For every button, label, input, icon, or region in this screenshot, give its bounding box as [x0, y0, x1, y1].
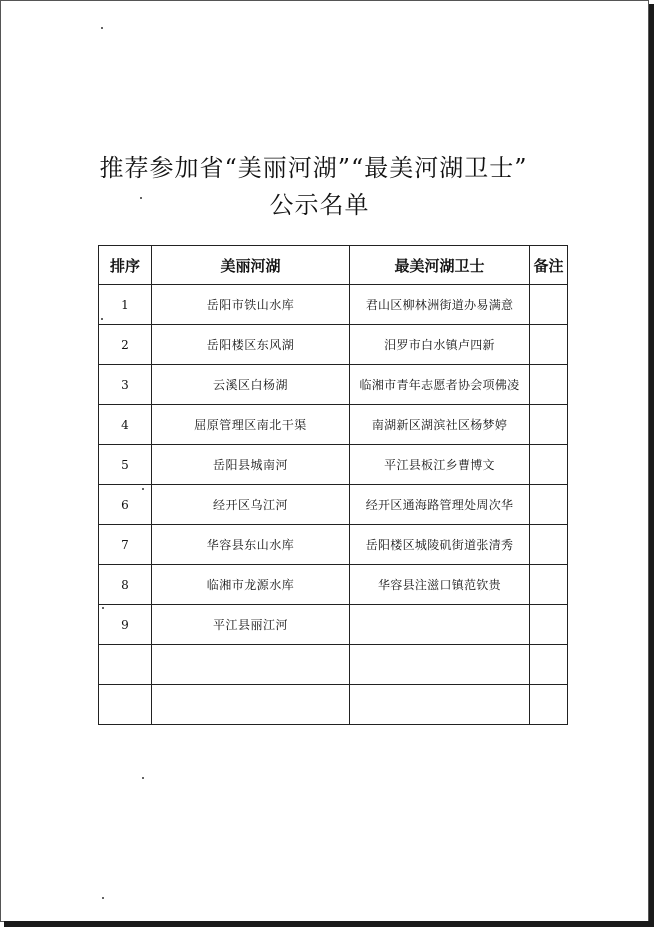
table-row: [99, 325, 568, 365]
table-row: [99, 685, 568, 725]
guardian-name: 经开区通海路管理处周次华: [350, 485, 530, 525]
guardian-name: 南湖新区湖滨社区杨梦婷: [350, 405, 530, 445]
note-cell: [530, 365, 568, 405]
lake-name: 平江县丽江河: [152, 605, 350, 645]
note-cell: [530, 685, 568, 725]
note-cell: [530, 565, 568, 605]
note-cell: [530, 485, 568, 525]
page-shadow-right: [649, 4, 654, 926]
guardian-name: [350, 685, 530, 725]
lake-name: [152, 645, 350, 685]
table-row: [99, 605, 568, 645]
guardian-name: [350, 645, 530, 685]
table-row: [99, 525, 568, 565]
row-number: 5: [99, 445, 152, 485]
scan-speck: [102, 897, 104, 899]
header-river-guardian: 最美河湖卫士: [350, 246, 530, 285]
header-notes: 备注: [530, 246, 568, 285]
row-number: 4: [99, 405, 152, 445]
lake-name: 岳阳楼区东风湖: [152, 325, 350, 365]
recommendation-table: [98, 245, 568, 725]
note-cell: [530, 605, 568, 645]
scan-speck: [101, 27, 103, 29]
row-number: 1: [99, 285, 152, 325]
lake-name: [152, 685, 350, 725]
row-number: 3: [99, 365, 152, 405]
note-cell: [530, 325, 568, 365]
guardian-name: 临湘市青年志愿者协会项佛凌: [350, 365, 530, 405]
header-beautiful-lake: 美丽河湖: [152, 246, 350, 285]
row-number: [99, 645, 152, 685]
row-number: 6: [99, 485, 152, 525]
table-row: [99, 445, 568, 485]
lake-name: 岳阳市铁山水库: [152, 285, 350, 325]
guardian-name: 岳阳楼区城陵矶街道张清秀: [350, 525, 530, 565]
table-row: [99, 645, 568, 685]
row-number: [99, 685, 152, 725]
document-subtitle: 公示名单: [269, 191, 370, 219]
row-number: 9: [99, 605, 152, 645]
row-number: 7: [99, 525, 152, 565]
document-title: 推荐参加省“美丽河湖”“最美河湖卫士”: [99, 154, 528, 182]
lake-name: 经开区乌江河: [152, 485, 350, 525]
lake-name: 华容县东山水库: [152, 525, 350, 565]
note-cell: [530, 645, 568, 685]
guardian-name: 平江县板江乡曹博文: [350, 445, 530, 485]
lake-name: 临湘市龙源水库: [152, 565, 350, 605]
guardian-name: [350, 605, 530, 645]
guardian-name: 华容县注滋口镇范钦贵: [350, 565, 530, 605]
guardian-name: 君山区柳林洲街道办易满意: [350, 285, 530, 325]
table-row: [99, 565, 568, 605]
lake-name: 岳阳县城南河: [152, 445, 350, 485]
note-cell: [530, 405, 568, 445]
page-shadow-bottom: [4, 921, 654, 927]
row-number: 2: [99, 325, 152, 365]
guardian-name: 汨罗市白水镇卢四新: [350, 325, 530, 365]
table-row: [99, 405, 568, 445]
header-order: 排序: [99, 246, 152, 285]
table-header-row: [99, 246, 568, 285]
lake-name: 云溪区白杨湖: [152, 365, 350, 405]
note-cell: [530, 445, 568, 485]
row-number: 8: [99, 565, 152, 605]
table-row: [99, 285, 568, 325]
lake-name: 屈原管理区南北干渠: [152, 405, 350, 445]
note-cell: [530, 525, 568, 565]
scan-speck: [142, 777, 144, 779]
note-cell: [530, 285, 568, 325]
table-row: [99, 485, 568, 525]
table-row: [99, 365, 568, 405]
